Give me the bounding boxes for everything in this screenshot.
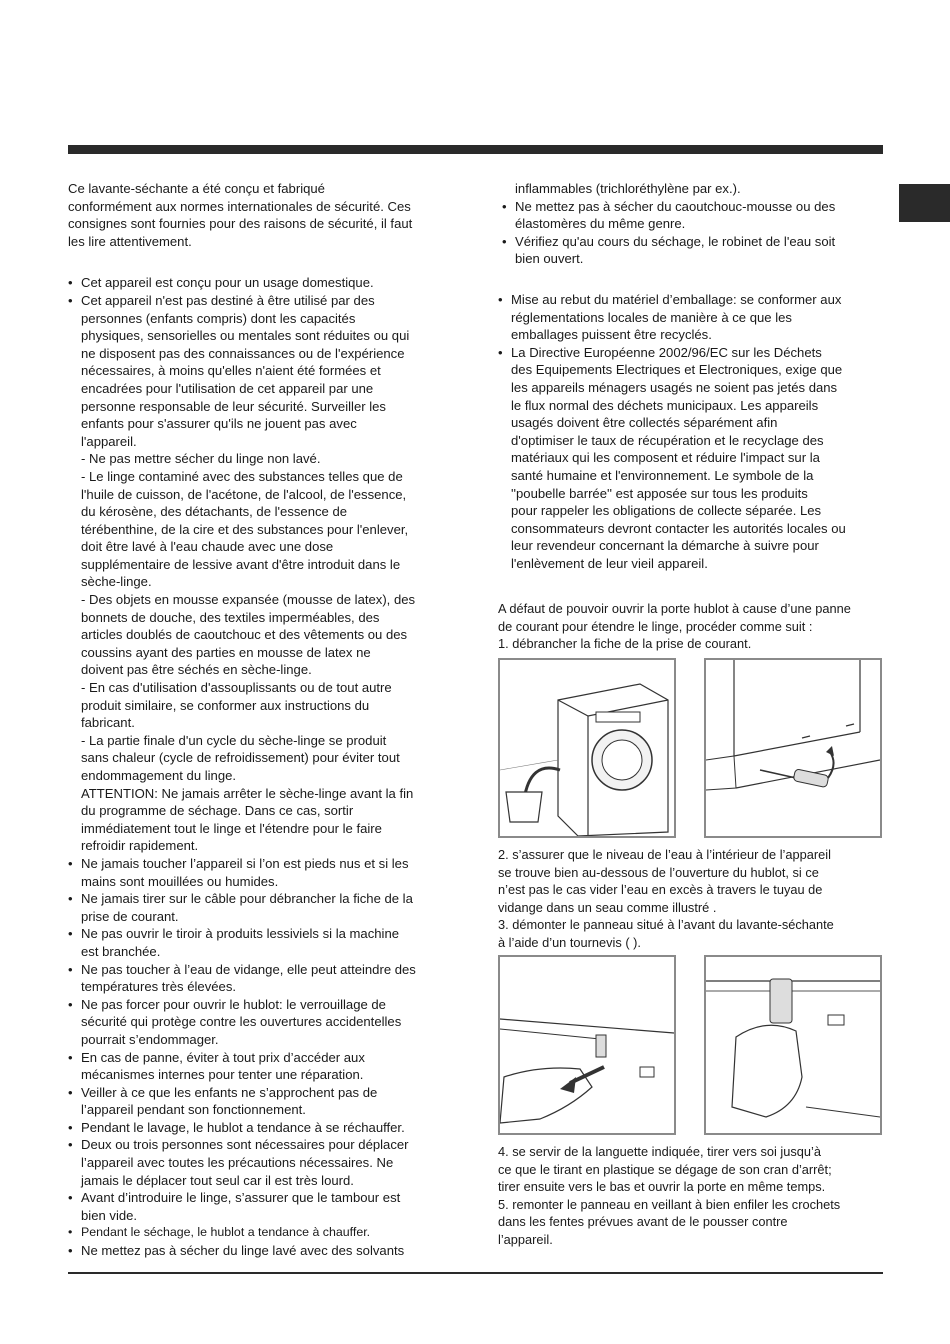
list-item-text: emballages puissent être recyclés. — [511, 327, 712, 343]
list-item — [68, 1119, 458, 1137]
list-item — [502, 198, 888, 233]
list-item-text: prise de courant. — [81, 908, 179, 924]
sub-line: refroidir rapidement. — [81, 838, 199, 854]
list-item-text: • Pendant le séchage, le hublot a tendance à chauffer. — [81, 1225, 371, 1240]
list-item-text: • Ne pas toucher à l’eau de vidange, elle peut atteindre des — [81, 961, 416, 977]
list-item-text: sécurité qui protège contre les ouvertures accidentelles — [81, 1014, 402, 1030]
list-item-text: mécanismes internes pour tenter une réparation. — [81, 1067, 364, 1083]
list-item-text: températures très élevées. — [81, 979, 237, 995]
list-item-text: ne disposent pas des connaissances ou de l'expérience — [81, 345, 405, 361]
instruction-line: A défaut de pouvoir ouvrir la porte hublot à cause d’une panne — [498, 601, 851, 616]
left-column — [68, 180, 458, 1260]
list-item-text: le flux normal des déchets municipaux. Les appareils — [511, 397, 819, 413]
sub-line: sèche-linge. — [81, 574, 152, 590]
list-item-text: usagés doivent être collectés séparément afin — [511, 415, 778, 431]
list-item-text: d'optimiser le taux de récupération et le recyclage des — [511, 432, 824, 448]
steps-2-3 — [498, 846, 888, 952]
intro-line: les lire attentivement. — [68, 233, 192, 249]
steps-4-5 — [498, 1143, 888, 1249]
list-item-text: • Ne jamais tirer sur le câble pour débrancher la fiche de la — [81, 891, 413, 907]
sub-line: doit être lavé à l'eau chaude avec une dose — [81, 539, 334, 555]
sub-line: ATTENTION: Ne jamais arrêter le sèche-linge avant la fin — [81, 785, 414, 801]
list-item — [68, 1224, 458, 1242]
continued-line: inflammables (trichloréthylène par ex.). — [515, 181, 741, 196]
list-item-text: ''poubelle barrée'' est apposée sur tous les produits — [511, 485, 808, 501]
intro-line: conformément aux normes internationales de sécurité. Ces — [68, 198, 411, 214]
sub-line: - Ne pas mettre sécher du linge non lavé. — [81, 451, 321, 467]
list-item — [68, 1084, 458, 1119]
instruction-line: se trouve bien au-dessous de l’ouverture du hublot, si ce — [498, 864, 819, 880]
list-item-text: • Vérifiez qu'au cours du séchage, le robinet de l'eau soit — [515, 233, 836, 249]
list-item-text: élastomères du même genre. — [515, 216, 686, 232]
instruction-line: dans les fentes prévues avant de le pousser contre — [498, 1214, 788, 1230]
list-item — [68, 925, 458, 960]
figure-screwdriver-panel — [704, 658, 882, 838]
footer-rule — [68, 1272, 883, 1274]
list-item-text: santé humaine et l'environnement. Le symbole de la — [511, 467, 814, 483]
instruction-line: de courant pour étendre le linge, procéder comme suit : — [498, 618, 813, 634]
list-item-text: bien vide. — [81, 1207, 138, 1223]
instruction-line: 3. démonter le panneau situé à l’avant du lavante-séchante — [498, 917, 834, 933]
instruction-line: l’appareil. — [498, 1231, 553, 1247]
figure-hand-tab — [704, 955, 882, 1135]
list-item-text: bien ouvert. — [515, 251, 584, 267]
list-item-text: réglementations locales de manière à ce que les — [511, 309, 792, 325]
list-item-text: l'appareil. — [81, 433, 137, 449]
list-item-text: personnes (enfants compris) dont les capacités — [81, 310, 356, 326]
instruction-line: vidange dans un seau comme illustré . — [498, 899, 717, 915]
list-item-text: jamais le déplacer tout seul car il est très lourd. — [81, 1172, 354, 1188]
drying-precautions — [68, 450, 458, 855]
section-tab — [899, 184, 950, 222]
sub-line: sans chaleur (cycle de refroidissement) pour éviter tout — [81, 750, 400, 766]
list-item — [68, 274, 458, 292]
list-item — [68, 996, 458, 1049]
sub-line: du kérosène, des détachants, de l'essence de — [81, 504, 348, 520]
list-item — [68, 1242, 458, 1260]
disposal-list — [498, 291, 888, 573]
safety-list-c — [498, 198, 888, 268]
list-item-text: personne responsable de leur sécurité. Surveiller les — [81, 398, 386, 414]
instruction-line: 4. se servir de la languette indiquée, tirer vers soi jusqu’à — [498, 1144, 821, 1159]
sub-line: produit similaire, se conformer aux instructions du — [81, 697, 370, 713]
list-item-text: • Ne jamais toucher l’appareil si l’on est pieds nus et si les — [81, 855, 409, 871]
list-item-text: pourrait s’endommager. — [81, 1031, 219, 1047]
list-item-text: nécessaires, à moins qu'elles n'aient été formées et — [81, 363, 381, 379]
list-item-text: encadrées pour l'utilisation de cet appareil par une — [81, 380, 374, 396]
instruction-line: 5. remonter le panneau en veillant à bien enfiler les crochets — [498, 1196, 841, 1212]
instruction-line: 1. débrancher la fiche de la prise de courant. — [498, 636, 752, 652]
sub-line: articles doublés de caoutchouc et des vêtements ou des — [81, 627, 408, 643]
intro-paragraph — [68, 180, 458, 250]
list-item-text: physiques, sensorielles ou mentales sont réduites ou qui — [81, 328, 410, 344]
list-item — [68, 855, 458, 890]
sub-line: doivent pas être séchés en sèche-linge. — [81, 662, 312, 678]
list-item-text: des Equipements Electriques et Electroniques, exige que — [511, 362, 843, 378]
list-item-text: • Ne mettez pas à sécher du linge lavé avec des solvants — [81, 1243, 405, 1259]
list-item — [68, 292, 458, 450]
list-item-text: est branchée. — [81, 943, 161, 959]
list-item — [68, 1136, 458, 1189]
list-item-text: matériaux qui les composent et réduire l'impact sur la — [511, 450, 820, 466]
list-item-text: • En cas de panne, éviter à tout prix d’accéder aux — [81, 1049, 365, 1065]
figure-pull-tab — [498, 955, 676, 1135]
sub-line: fabricant. — [81, 715, 135, 731]
list-item-text: • Pendant le lavage, le hublot a tendance à se réchauffer. — [81, 1119, 405, 1135]
list-item-text: • Avant d’introduire le linge, s’assurer que le tambour est — [81, 1190, 401, 1206]
instruction-line: ce que le tirant en plastique se dégage de son cran d’arrêt; — [498, 1161, 832, 1177]
sub-line: l'huile de cuisson, de l'acétone, de l'alcool, de l'essence, — [81, 486, 407, 502]
figure-drain-bucket — [498, 658, 676, 838]
instruction-line: tirer ensuite vers le bas et ouvrir la porte en même temps. — [498, 1179, 826, 1195]
intro-line: consignes sont fournies pour des raisons de sécurité, il faut — [68, 216, 413, 232]
list-item-text: mains sont mouillées ou humides. — [81, 873, 279, 889]
list-item — [68, 1189, 458, 1224]
list-item — [68, 890, 458, 925]
instruction-line: 2. s’assurer que le niveau de l’eau à l’intérieur de l’appareil — [498, 847, 831, 862]
list-item — [498, 344, 888, 573]
list-item-text: • Cet appareil n'est pas destiné à être utilisé par des — [81, 292, 375, 308]
list-item-text: l’appareil pendant son fonctionnement. — [81, 1102, 306, 1118]
list-item-text: • Ne pas forcer pour ouvrir le hublot: le verrouillage de — [81, 996, 386, 1012]
sub-line: bonnets de douche, des textiles imperméables, des — [81, 609, 380, 625]
list-item-text: les appareils ménagers usagés ne soient pas jetés dans — [511, 379, 838, 395]
sub-line: - La partie finale d'un cycle du sèche-linge se produit — [81, 732, 387, 748]
sub-line: endommagement du linge. — [81, 768, 237, 783]
sub-line: coussins ayant des parties en mousse de latex ne — [81, 644, 371, 660]
list-item-text: • La Directive Européenne 2002/96/EC sur les Déchets — [511, 344, 822, 360]
list-item-text: • Ne mettez pas à sécher du caoutchouc-mousse ou des — [515, 198, 836, 214]
list-item-text: • Cet appareil est conçu pour un usage domestique. — [81, 275, 374, 291]
sub-line: térébenthine, de la cire et des substances pour l'enlever, — [81, 521, 409, 537]
list-item-text: • Ne pas ouvrir le tiroir à produits lessiviels si la machine — [81, 926, 400, 942]
intro-line: Ce lavante-séchante a été conçu et fabriqué — [68, 181, 325, 196]
right-column — [498, 180, 888, 572]
sub-line: - En cas d'utilisation d'assouplissants ou de tout autre — [81, 680, 392, 696]
list-item — [68, 961, 458, 996]
list-item — [502, 233, 888, 268]
list-item-text: enfants pour s'assurer qu'ils ne jouent pas avec — [81, 416, 357, 432]
door-intro — [498, 600, 888, 653]
list-item — [68, 1049, 458, 1084]
header-bar — [68, 145, 883, 154]
safety-list-b — [68, 855, 458, 1260]
sub-line: - Des objets en mousse expansée (mousse de latex), des — [81, 592, 416, 608]
list-item-text: l’appareil avec toutes les précautions nécessaires. Ne — [81, 1155, 394, 1171]
list-item-text: leur revendeur concernant la démarche à suivre pour — [511, 538, 819, 554]
list-item-text: consommateurs devront contacter les autorités locales ou — [511, 520, 846, 536]
sub-line: - Le linge contaminé avec des substances telles que de — [81, 468, 403, 484]
list-item-text: l'enlèvement de leur vieil appareil. — [511, 555, 708, 571]
list-item-text: • Veiller à ce que les enfants ne s’approchent pas de — [81, 1084, 378, 1100]
sub-line: immédiatement tout le linge et l'étendre pour le faire — [81, 820, 382, 836]
instruction-line: à l’aide d’un tournevis ( ). — [498, 934, 641, 950]
list-item-text: • Mise au rebut du matériel d’emballage: se conformer aux — [511, 291, 842, 307]
list-item — [498, 291, 888, 344]
sub-line: supplémentaire de lessive avant d'être introduit dans le — [81, 556, 401, 572]
sub-line: du programme de séchage. Dans ce cas, sortir — [81, 803, 354, 819]
list-item-text: • Deux ou trois personnes sont nécessaires pour déplacer — [81, 1137, 409, 1153]
safety-list-a — [68, 274, 458, 450]
instruction-line: n’est pas le cas vider l’eau en excès à travers le tuyau de — [498, 882, 823, 898]
list-item-text: pour rappeler les obligations de collecte séparée. Les — [511, 503, 822, 519]
